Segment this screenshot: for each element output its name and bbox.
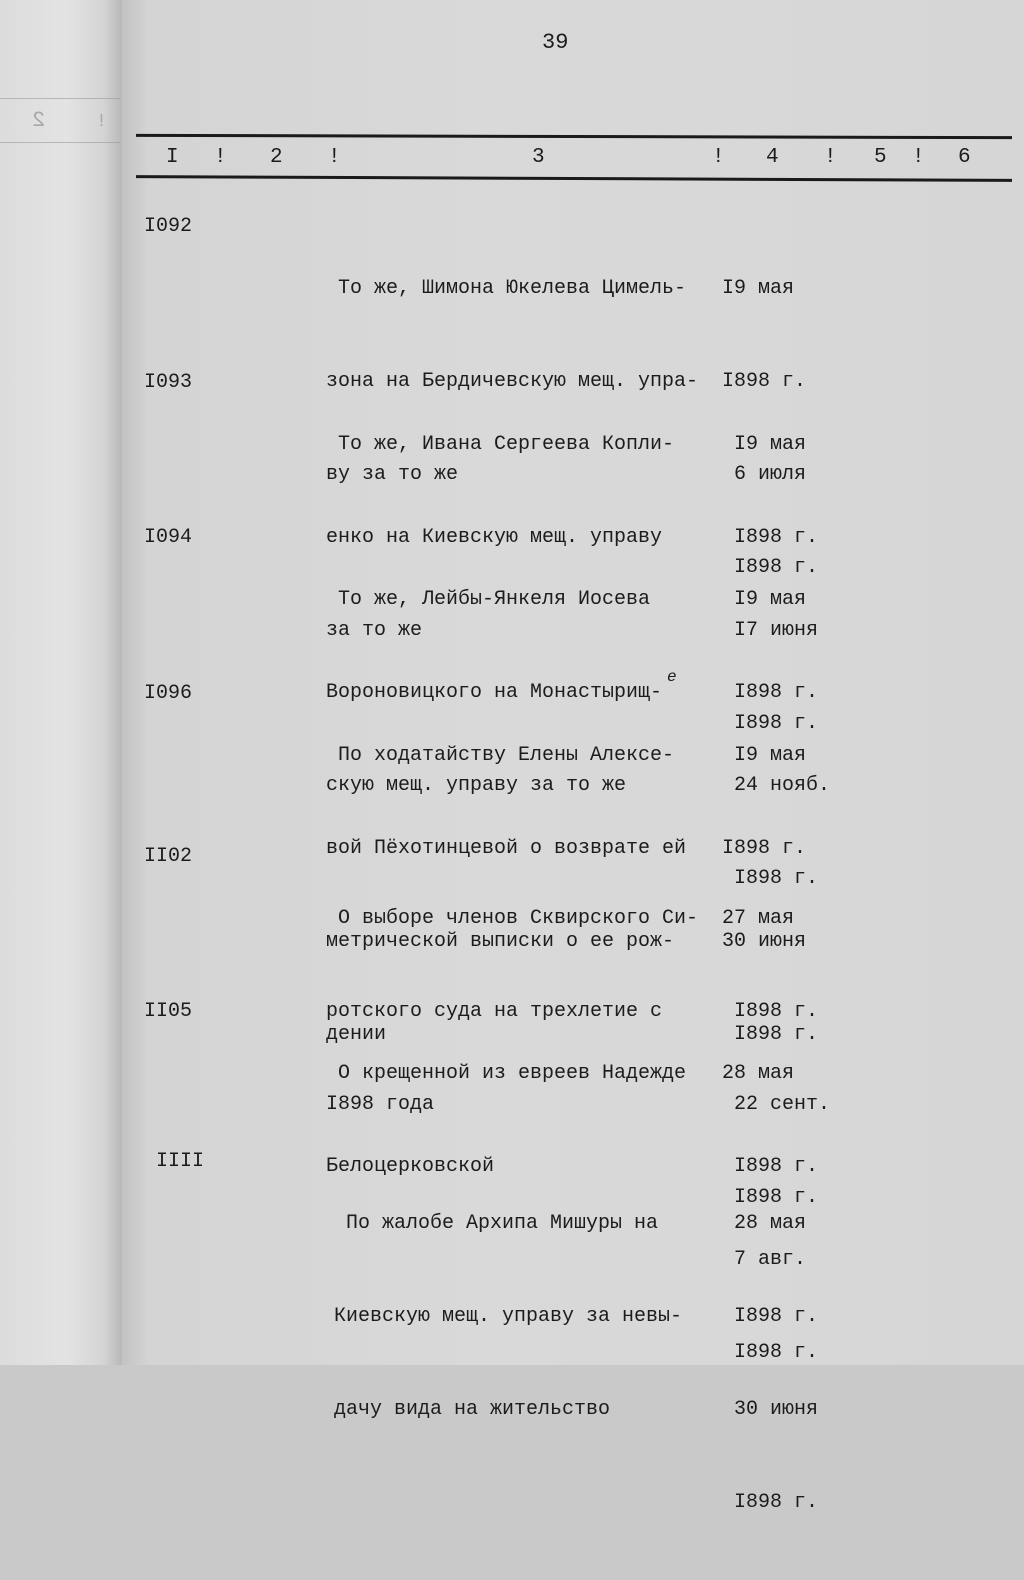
column-separator: !: [824, 146, 837, 169]
description-line: за то же: [326, 619, 423, 642]
date-line: I898 г.: [722, 712, 819, 735]
description-line: метрической выписки о ее рож-: [326, 930, 675, 953]
column-separator: !: [214, 146, 227, 169]
ghost-header-fragment: 2: [32, 108, 46, 133]
date-line: I898 г.: [722, 1155, 819, 1178]
date-line: 27 мая: [722, 907, 795, 930]
date-line: 28 мая: [722, 1062, 795, 1085]
description-line: То же, Ивана Сергеева Копли-: [326, 433, 675, 456]
case-number: II02: [144, 845, 193, 868]
document-page: [122, 0, 1024, 1514]
column-header-2: 2: [270, 146, 283, 169]
date-line: I898 г.: [722, 526, 819, 549]
handwritten-correction: е: [667, 668, 677, 686]
date-line: I9 мая: [722, 277, 795, 300]
case-number: I092: [144, 215, 193, 238]
date-line: I898 г.: [722, 681, 819, 704]
date-line: 6 июля: [722, 463, 807, 486]
date-line: I898 г.: [722, 1000, 819, 1023]
description-line: вой Пёхотинцевой о возврате ей: [326, 837, 687, 860]
date-line: I7 июня: [722, 619, 819, 642]
case-number: I093: [144, 371, 193, 394]
description-line: Киевскую мещ. управу за невы-: [334, 1305, 683, 1328]
column-header-3: 3: [532, 146, 545, 169]
description-line: енко на Киевскую мещ. управу: [326, 526, 663, 549]
date-line: I898 г.: [722, 556, 819, 579]
date-line: I9 мая: [722, 433, 807, 456]
column-header-5: 5: [874, 146, 887, 169]
description-line: скую мещ. управу за то же: [326, 774, 627, 797]
date-line: 7 авг.: [722, 1248, 807, 1271]
ghost-rule-bottom: [0, 142, 120, 143]
column-separator: !: [328, 146, 341, 169]
date-line: 24 нояб.: [722, 774, 831, 797]
date-line: 30 июня: [722, 1398, 819, 1421]
case-number: IIII: [156, 1150, 205, 1173]
description-line: Вороновицкого на Монастырищ-: [326, 681, 663, 704]
date-line: I898 г.: [722, 1491, 819, 1514]
date-line: I898 г.: [722, 1186, 819, 1209]
column-header-6: 6: [958, 146, 971, 169]
table-header-bottom-rule: [136, 175, 1012, 182]
column-separator: !: [712, 146, 725, 169]
date-line: 22 сент.: [722, 1093, 831, 1116]
description-line: По ходатайству Елены Алексе-: [326, 744, 675, 767]
case-number: II05: [144, 1000, 193, 1023]
description-line: зона на Бердичевскую мещ. упра-: [326, 370, 699, 393]
column-separator: !: [912, 146, 925, 169]
description-line: ву за то же: [326, 463, 459, 486]
date-line: I898 г.: [722, 837, 807, 860]
case-description: [334, 1146, 729, 1487]
description-line: Белоцерковской: [326, 1155, 495, 1178]
ghost-header-fragment: !: [96, 112, 107, 132]
description-line: дении: [326, 1023, 387, 1046]
date-line: I9 мая: [722, 744, 807, 767]
date-line: I898 г.: [722, 867, 819, 890]
case-number: I096: [144, 682, 193, 705]
date-line: 30 июня: [722, 930, 807, 953]
description-line: То же, Лейбы-Янкеля Иосева: [326, 588, 651, 611]
description-line: По жалобе Архипа Мишуры на: [334, 1212, 659, 1235]
date-line: I898 г.: [722, 1305, 819, 1328]
description-line: О крещенной из евреев Надежде: [326, 1062, 687, 1085]
column-header-1: I: [166, 146, 179, 169]
date-line: I898 г.: [722, 1341, 819, 1364]
date-line: I898 г.: [722, 1023, 819, 1046]
case-number: I094: [144, 526, 193, 549]
ghost-rule-top: [0, 98, 120, 99]
left-page-edge: [0, 0, 122, 1365]
table-header-top-rule: [136, 134, 1012, 139]
date-line: 28 мая: [722, 1212, 807, 1235]
description-line: I898 года: [326, 1093, 435, 1116]
date-line: I9 мая: [722, 588, 807, 611]
description-line: То же, Шимона Юкелева Цимель-: [326, 277, 687, 300]
description-line: ротского суда на трехлетие с: [326, 1000, 663, 1023]
column-header-4: 4: [766, 146, 779, 169]
page-number: 39: [542, 30, 569, 55]
description-line: дачу вида на жительство: [334, 1398, 611, 1421]
date-line: I898 г.: [722, 370, 807, 393]
case-dates: [722, 1146, 818, 1580]
description-line: О выборе членов Сквирского Си-: [326, 907, 699, 930]
